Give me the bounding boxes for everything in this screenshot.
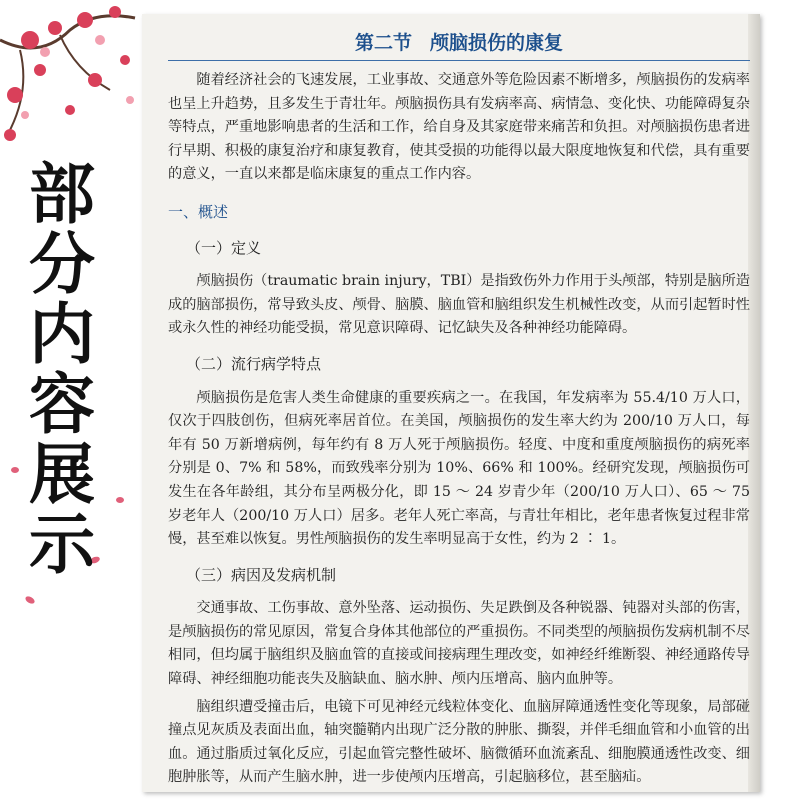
side-title-char: 展 xyxy=(29,436,95,513)
side-title-char: 部 xyxy=(29,156,95,233)
section-title xyxy=(168,30,750,61)
page-content xyxy=(168,20,750,790)
intro-paragraph: 随着经济社会的飞速发展，工业事故、交通意外等危险因素不断增多，颅脑损伤的发病率也呈上升趋势，且多发生于青壮年。颅脑损伤具有发病率高、病情急、变化快、功能障碍复杂等特点，严重地影响患者的生活和工作，给自身及其家庭带来痛苦和负担。对颅脑损伤患者进行早期、积极的康复治疗和康复教育，使其受损的功能得以最大限度地恢复和代偿，具有重要的意义，一直以来都是临床康复的重点工作内容。 xyxy=(168,72,750,183)
etiology-paragraph-1: 交通事故、工伤事故、意外坠落、运动损伤、失足跌倒及各种锐器、钝器对头部的伤害，是颅脑损伤的常见原因，常复合身体其他部位的严重损伤。不同类型的颅脑损伤发病机制不尽相同，但均属于脑组织及脑血管的直接或间接病理生理改变，如神经纤维断裂、神经通路传导障碍、神经细胞功能丧失及脑缺血、脑水肿、颅内压增高、脑内血肿等。 xyxy=(168,600,750,688)
side-title-char: 示 xyxy=(29,506,95,583)
epidemiology-paragraph: 颅脑损伤是危害人类生命健康的重要疾病之一。在我国，年发病率为 55.4/10 万人口，仅次于四肢创伤，但病死率居首位。在美国，颅脑损伤的发生率大约为 200/10 万人口，每年有 50 万新增病例，每年约有 8 万人死于颅脑损伤。轻度、中度和重度颅脑损伤的病死率分别是 0、7% 和 58%，而致残率分别为 10%、66% 和 100%。经研究发现，颅脑损伤可发生在各年龄组，其分布呈两极分化，即 15 ～ 24 岁青少年（200/10 万人口）、65 ～ 75 岁老年人（200/10 万人口）居多。老年人死亡率高，与青壮年相比，老年患者恢复过程非常慢，甚至难以恢复。男性颅脑损伤的发生率明显高于女性，约为 2 ∶ 1。 xyxy=(168,389,750,548)
subheading-epidemiology: （二）流行病学特点 xyxy=(186,354,322,373)
side-title-char: 容 xyxy=(29,366,95,443)
etiology-paragraph-2: 脑组织遭受撞击后，电镜下可见神经元线粒体变化、血脑屏障通透性变化等现象，局部碰撞点见灰质及表面出血，轴突髓鞘内出现广泛分散的肿胀、撕裂，并伴毛细血管和小血管的出血。通过脂质过氧化反应，引起血管完整性破坏、脑微循环血流紊乱、细胞膜通透性改变、细胞肿胀等，从而产生脑水肿，进一步使颅内压增高，引起脑移位，甚至脑疝。 xyxy=(168,698,750,786)
side-title-char: 分 xyxy=(29,226,95,303)
heading-overview: 一、概述 xyxy=(168,202,229,221)
side-title-char: 内 xyxy=(29,296,95,373)
subheading-etiology: （三）病因及发病机制 xyxy=(186,565,337,584)
section-number: 第二节 xyxy=(354,32,412,54)
side-banner-title xyxy=(22,156,102,583)
definition-paragraph: 颅脑损伤（traumatic brain injury，TBI）是指致伤外力作用于头颅部，特别是脑所造成的脑部损伤，常导致头皮、颅骨、脑膜、脑血管和脑组织发生机械性改变，从而引起暂时性或永久性的神经功能受损，常见意识障碍、记忆缺失及各种神经功能障碍。 xyxy=(168,273,750,337)
side-banner xyxy=(0,0,142,800)
section-title-text: 颅脑损伤的康复 xyxy=(430,32,564,54)
subheading-definition: （一）定义 xyxy=(186,238,262,257)
